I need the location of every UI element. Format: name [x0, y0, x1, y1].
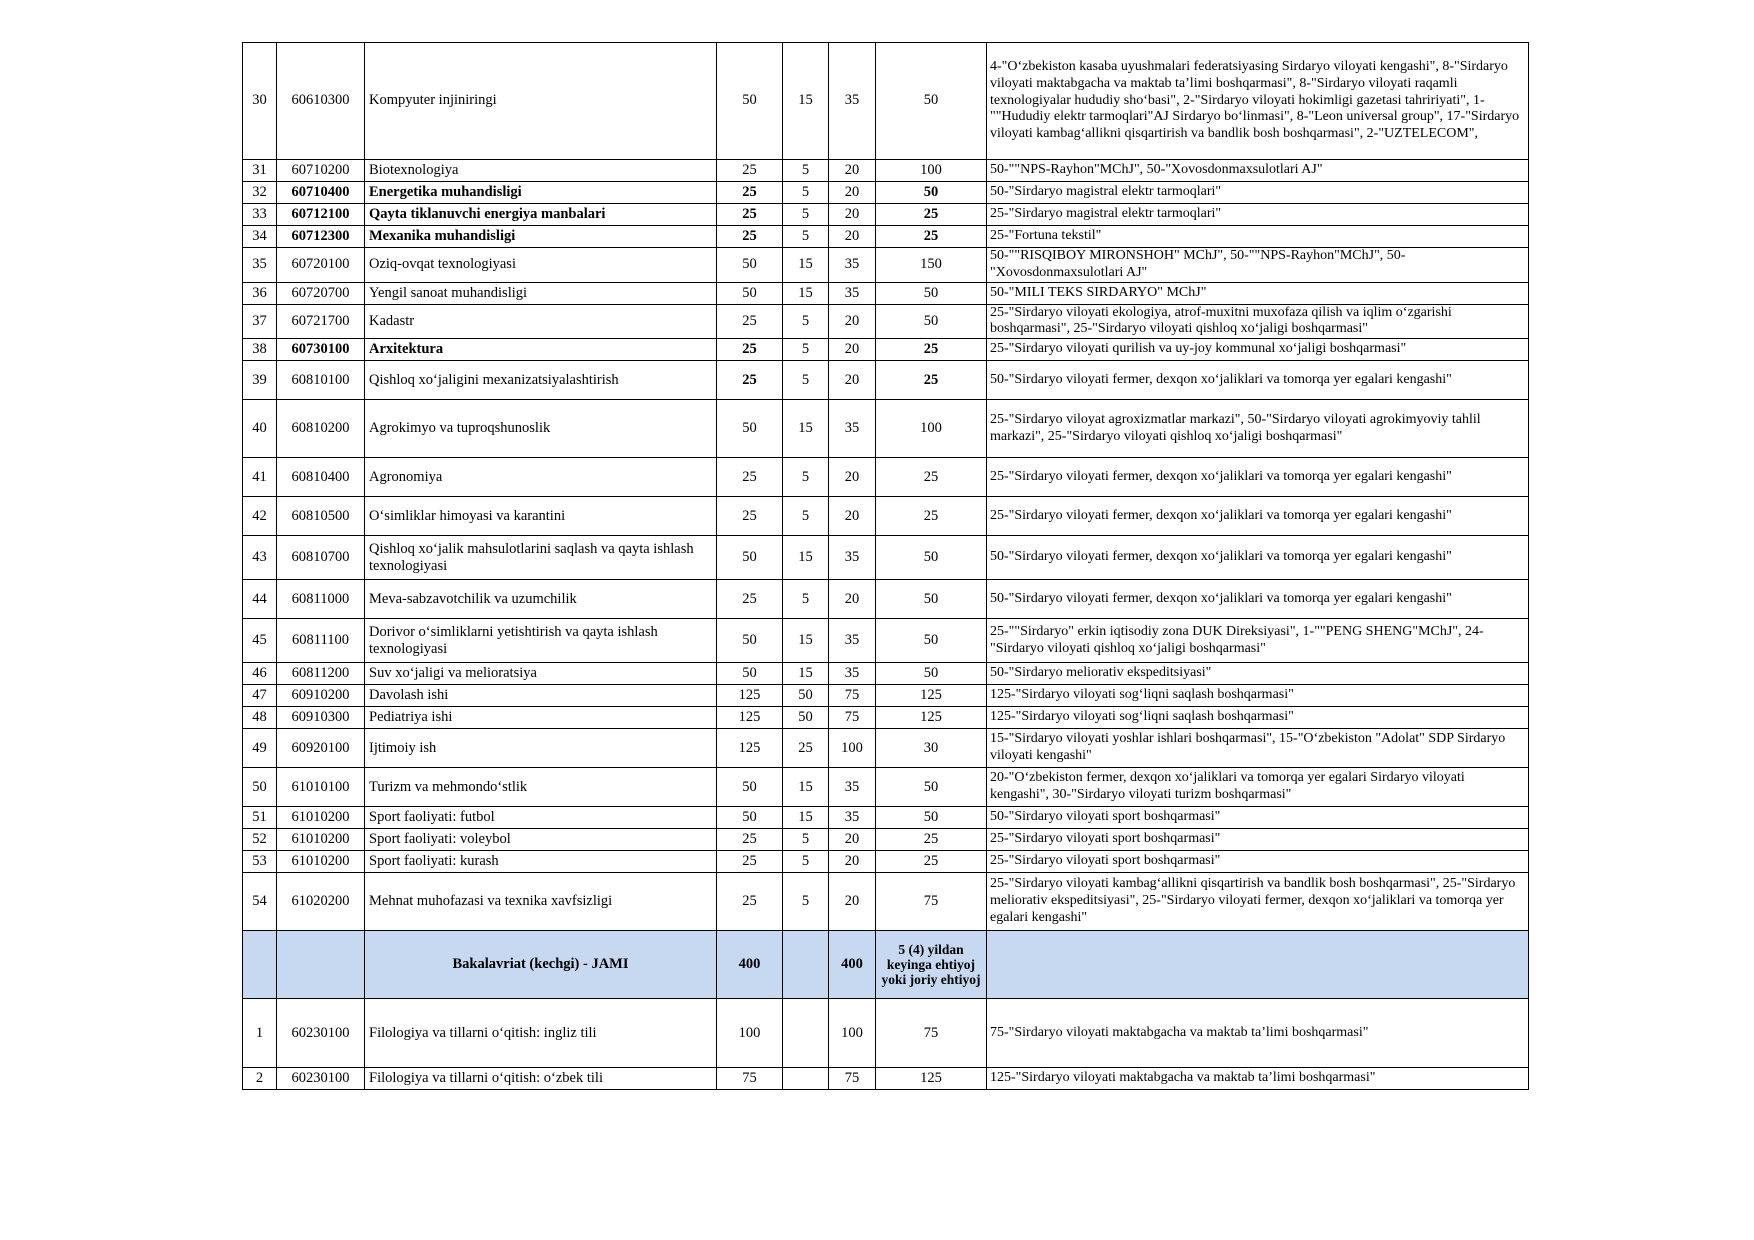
cell-total: 50	[717, 248, 783, 283]
cell-info: 25-"Sirdaryo viloyati fermer, dexqon xo‘jaliklari va tomorqa yer egalari kengashi"	[987, 497, 1529, 536]
cell-info: 50-"Sirdaryo meliorativ ekspeditsiyasi"	[987, 663, 1529, 685]
cell-code: 60811100	[277, 619, 365, 663]
cell-c2: 35	[829, 400, 876, 458]
cell-c1	[783, 931, 829, 999]
table-row	[243, 182, 1529, 204]
cell-c1: 15	[783, 619, 829, 663]
cell-code: 60810100	[277, 361, 365, 400]
cell-c1: 15	[783, 43, 829, 160]
cell-c2: 35	[829, 807, 876, 829]
cell-c2: 75	[829, 1068, 876, 1090]
table-row	[243, 43, 1529, 160]
cell-info: 50-"MILI TEKS SIRDARYO" MChJ"	[987, 282, 1529, 304]
cell-c2: 20	[829, 160, 876, 182]
cell-c2: 20	[829, 497, 876, 536]
table-row	[243, 807, 1529, 829]
cell-need: 100	[876, 400, 987, 458]
cell-no: 50	[243, 768, 277, 807]
cell-code: 60811000	[277, 580, 365, 619]
cell-no: 40	[243, 400, 277, 458]
table-row	[243, 282, 1529, 304]
cell-code: 60730100	[277, 339, 365, 361]
cell-info: 25-"Sirdaryo viloyati sport boshqarmasi"	[987, 851, 1529, 873]
table-row	[243, 497, 1529, 536]
cell-need: 75	[876, 999, 987, 1068]
cell-info: 50-"Sirdaryo viloyati sport boshqarmasi"	[987, 807, 1529, 829]
cell-code: 61010100	[277, 768, 365, 807]
cell-c1: 15	[783, 400, 829, 458]
cell-c2: 20	[829, 304, 876, 339]
cell-total: 25	[717, 204, 783, 226]
cell-total: 75	[717, 1068, 783, 1090]
cell-c2: 75	[829, 685, 876, 707]
cell-no: 31	[243, 160, 277, 182]
cell-c2: 35	[829, 43, 876, 160]
cell-need: 25	[876, 204, 987, 226]
cell-need: 25	[876, 829, 987, 851]
cell-info: 50-"Sirdaryo viloyati fermer, dexqon xo‘jaliklari va tomorqa yer egalari kengashi"	[987, 361, 1529, 400]
cell-c1: 5	[783, 458, 829, 497]
cell-no: 33	[243, 204, 277, 226]
cell-no: 45	[243, 619, 277, 663]
cell-name: Sport faoliyati: voleybol	[365, 829, 717, 851]
cell-c2: 35	[829, 768, 876, 807]
cell-need: 25	[876, 226, 987, 248]
cell-name: Qayta tiklanuvchi energiya manbalari	[365, 204, 717, 226]
cell-code: 60810400	[277, 458, 365, 497]
cell-name: Davolash ishi	[365, 685, 717, 707]
cell-c2: 20	[829, 361, 876, 400]
cell-no: 2	[243, 1068, 277, 1090]
cell-c2: 20	[829, 226, 876, 248]
cell-c1: 15	[783, 536, 829, 580]
cell-info: 50-""RISQIBOY MIRONSHOH" MChJ", 50-""NPS-Rayhon"MChJ", 50-"Xovosdonmaxsulotlari AJ"	[987, 248, 1529, 283]
cell-no: 49	[243, 729, 277, 768]
cell-c1	[783, 999, 829, 1068]
cell-no: 47	[243, 685, 277, 707]
cell-name: Pediatriya ishi	[365, 707, 717, 729]
cell-info: 25-"Sirdaryo viloyat agroxizmatlar markazi", 50-"Sirdaryo viloyati agrokimyoviy tahlil markazi", 25-"Sirdaryo viloyati qishloq xo‘jaligi boshqarmasi"	[987, 400, 1529, 458]
cell-c2: 20	[829, 829, 876, 851]
cell-total: 125	[717, 685, 783, 707]
cell-code: 60230100	[277, 999, 365, 1068]
cell-c2: 35	[829, 619, 876, 663]
cell-need: 25	[876, 339, 987, 361]
cell-total: 25	[717, 361, 783, 400]
cell-name: Biotexnologiya	[365, 160, 717, 182]
cell-name: Agrokimyo va tuproqshunoslik	[365, 400, 717, 458]
cell-info: 50-""NPS-Rayhon"MChJ", 50-"Xovosdonmaxsulotlari AJ"	[987, 160, 1529, 182]
cell-code: 60920100	[277, 729, 365, 768]
cell-no: 39	[243, 361, 277, 400]
cell-no: 30	[243, 43, 277, 160]
cell-need: 125	[876, 1068, 987, 1090]
cell-info	[987, 931, 1529, 999]
table-row	[243, 873, 1529, 931]
cell-need: 25	[876, 851, 987, 873]
cell-info: 125-"Sirdaryo viloyati sog‘liqni saqlash boshqarmasi"	[987, 685, 1529, 707]
table-row	[243, 729, 1529, 768]
cell-no: 1	[243, 999, 277, 1068]
cell-c1: 15	[783, 282, 829, 304]
cell-code: 60810200	[277, 400, 365, 458]
table-row	[243, 768, 1529, 807]
cell-code: 60230100	[277, 1068, 365, 1090]
cell-name: Kadastr	[365, 304, 717, 339]
cell-info: 15-"Sirdaryo viloyati yoshlar ishlari boshqarmasi", 15-"O‘zbekiston "Adolat" SDP Sirdaryo viloyati kengashi"	[987, 729, 1529, 768]
cell-c1: 15	[783, 807, 829, 829]
cell-c2: 400	[829, 931, 876, 999]
cell-c1: 50	[783, 685, 829, 707]
cell-total: 100	[717, 999, 783, 1068]
table-row	[243, 304, 1529, 339]
cell-c1: 5	[783, 829, 829, 851]
cell-code: 60712100	[277, 204, 365, 226]
cell-c2: 20	[829, 182, 876, 204]
cell-name: Yengil sanoat muhandisligi	[365, 282, 717, 304]
cell-name: Kompyuter injiniringi	[365, 43, 717, 160]
table-row	[243, 248, 1529, 283]
cell-c1: 15	[783, 768, 829, 807]
cell-name: Qishloq xo‘jalik mahsulotlarini saqlash va qayta ishlash texnologiyasi	[365, 536, 717, 580]
cell-name: Agronomiya	[365, 458, 717, 497]
cell-need: 125	[876, 707, 987, 729]
cell-no: 48	[243, 707, 277, 729]
cell-need: 50	[876, 663, 987, 685]
cell-c2: 20	[829, 580, 876, 619]
table-row	[243, 707, 1529, 729]
cell-info: 25-"Sirdaryo viloyati kambag‘allikni qisqartirish va bandlik bosh boshqarmasi", 25-"Sirdaryo meliorativ ekspeditsiyasi", 25-"Sirdaryo viloyati fermer, dexqon xo‘jaliklari va tomorqa yer egalari kengashi"	[987, 873, 1529, 931]
cell-total: 25	[717, 851, 783, 873]
cell-total: 50	[717, 43, 783, 160]
cell-total: 125	[717, 729, 783, 768]
cell-info: 50-"Sirdaryo viloyati fermer, dexqon xo‘jaliklari va tomorqa yer egalari kengashi"	[987, 536, 1529, 580]
cell-code: 61020200	[277, 873, 365, 931]
cell-total: 50	[717, 282, 783, 304]
cell-name: Arxitektura	[365, 339, 717, 361]
cell-info: 25-"Sirdaryo viloyati ekologiya, atrof-muxitni muxofaza qilish va iqlim o‘zgarishi boshqarmasi", 25-"Sirdaryo viloyati qishloq xo‘jaligi boshqarmasi"	[987, 304, 1529, 339]
cell-c2: 35	[829, 536, 876, 580]
cell-c2: 35	[829, 282, 876, 304]
table-row	[243, 829, 1529, 851]
cell-code: 61010200	[277, 829, 365, 851]
cell-c2: 35	[829, 663, 876, 685]
cell-code: 60810500	[277, 497, 365, 536]
cell-c2: 20	[829, 458, 876, 497]
cell-total: 50	[717, 768, 783, 807]
cell-c1: 15	[783, 663, 829, 685]
cell-info: 125-"Sirdaryo viloyati maktabgacha va maktab ta’limi boshqarmasi"	[987, 1068, 1529, 1090]
cell-info: 25-"Sirdaryo viloyati qurilish va uy-joy kommunal xo‘jaligi boshqarmasi"	[987, 339, 1529, 361]
cell-name: O‘simliklar himoyasi va karantini	[365, 497, 717, 536]
cell-total: 25	[717, 160, 783, 182]
cell-c1: 5	[783, 873, 829, 931]
cell-c1: 5	[783, 580, 829, 619]
cell-total: 25	[717, 182, 783, 204]
cell-need: 5 (4) yildan keyinga ehtiyoj yoki joriy ehtiyoj	[876, 931, 987, 999]
cell-code: 60811200	[277, 663, 365, 685]
cell-info: 75-"Sirdaryo viloyati maktabgacha va maktab ta’limi boshqarmasi"	[987, 999, 1529, 1068]
cell-no: 51	[243, 807, 277, 829]
cell-no: 38	[243, 339, 277, 361]
table-row	[243, 339, 1529, 361]
cell-name: Qishloq xo‘jaligini mexanizatsiyalashtirish	[365, 361, 717, 400]
cell-need: 50	[876, 768, 987, 807]
cell-need: 50	[876, 807, 987, 829]
cell-c2: 100	[829, 999, 876, 1068]
cell-c1: 5	[783, 497, 829, 536]
cell-need: 125	[876, 685, 987, 707]
cell-total: 50	[717, 536, 783, 580]
cell-total: 25	[717, 497, 783, 536]
cell-code: 61010200	[277, 807, 365, 829]
cell-name: Dorivor o‘simliklarni yetishtirish va qayta ishlash texnologiyasi	[365, 619, 717, 663]
cell-need: 50	[876, 536, 987, 580]
table-row	[243, 851, 1529, 873]
cell-no: 53	[243, 851, 277, 873]
cell-total: 25	[717, 829, 783, 851]
cell-name: Ijtimoiy ish	[365, 729, 717, 768]
cell-code: 60910300	[277, 707, 365, 729]
cell-need: 50	[876, 282, 987, 304]
cell-total: 25	[717, 304, 783, 339]
cell-no: 54	[243, 873, 277, 931]
table-row	[243, 361, 1529, 400]
cell-info: 25-""Sirdaryo" erkin iqtisodiy zona DUK Direksiyasi", 1-""PENG SHENG"MChJ", 24-"Sirdaryo viloyati qishloq xo‘jaligi boshqarmasi"	[987, 619, 1529, 663]
table-row	[243, 226, 1529, 248]
cell-no: 36	[243, 282, 277, 304]
cell-code: 60721700	[277, 304, 365, 339]
cell-c2: 35	[829, 248, 876, 283]
cell-name: Mexanika muhandisligi	[365, 226, 717, 248]
cell-total: 25	[717, 458, 783, 497]
cell-c1: 15	[783, 248, 829, 283]
cell-info: 25-"Fortuna tekstil"	[987, 226, 1529, 248]
table-row	[243, 400, 1529, 458]
cell-need: 25	[876, 361, 987, 400]
cell-no	[243, 931, 277, 999]
cell-c1: 5	[783, 361, 829, 400]
cell-info: 125-"Sirdaryo viloyati sog‘liqni saqlash boshqarmasi"	[987, 707, 1529, 729]
cell-need: 50	[876, 304, 987, 339]
table-row	[243, 1068, 1529, 1090]
cell-name: Bakalavriat (kechgi) - JAMI	[365, 931, 717, 999]
cell-c2: 100	[829, 729, 876, 768]
table-row	[243, 580, 1529, 619]
cell-code	[277, 931, 365, 999]
cell-code: 60910200	[277, 685, 365, 707]
cell-c2: 20	[829, 851, 876, 873]
cell-c1: 5	[783, 160, 829, 182]
cell-need: 25	[876, 497, 987, 536]
cell-no: 34	[243, 226, 277, 248]
cell-code: 60810700	[277, 536, 365, 580]
table-row	[243, 619, 1529, 663]
cell-c1: 25	[783, 729, 829, 768]
cell-c1: 5	[783, 339, 829, 361]
cell-code: 60710400	[277, 182, 365, 204]
cell-code: 60720100	[277, 248, 365, 283]
cell-total: 50	[717, 400, 783, 458]
table-row	[243, 663, 1529, 685]
cell-c1: 50	[783, 707, 829, 729]
cell-name: Turizm va mehmondo‘stlik	[365, 768, 717, 807]
cell-info: 50-"Sirdaryo viloyati fermer, dexqon xo‘jaliklari va tomorqa yer egalari kengashi"	[987, 580, 1529, 619]
cell-no: 37	[243, 304, 277, 339]
cell-info: 50-"Sirdaryo magistral elektr tarmoqlari"	[987, 182, 1529, 204]
cell-c2: 20	[829, 339, 876, 361]
cell-total: 25	[717, 580, 783, 619]
cell-code: 60610300	[277, 43, 365, 160]
cell-need: 150	[876, 248, 987, 283]
cell-info: 4-"O‘zbekiston kasaba uyushmalari federatsiyasing Sirdaryo viloyati kengashi", 8-"Sirdaryo viloyati maktabgacha va maktab ta’limi boshqarmasi", 8-"Sirdaryo viloyati raqamli texnologiyalar hududiy sho‘basi", 2-"Sirdaryo viloyati hokimligi gazetasi tahririyati", 1-""Hududiy elektr tarmoqlari"AJ Sirdaryo bo‘linmasi", 8-"Leon universal group", 17-"Sirdaryo viloyati kambag‘allikni qisqartirish va bandlik bosh boshqarmasi", 2-"UZTELECOM",	[987, 43, 1529, 160]
cell-name: Suv xo‘jaligi va melioratsiya	[365, 663, 717, 685]
table-row	[243, 204, 1529, 226]
cell-info: 20-"O‘zbekiston fermer, dexqon xo‘jaliklari va tomorqa yer egalari Sirdaryo viloyati kengashi", 30-"Sirdaryo viloyati turizm boshqarmasi"	[987, 768, 1529, 807]
cell-need: 50	[876, 182, 987, 204]
cell-total: 50	[717, 807, 783, 829]
cell-code: 60710200	[277, 160, 365, 182]
cell-no: 42	[243, 497, 277, 536]
cell-code: 60712300	[277, 226, 365, 248]
cell-name: Filologiya va tillarni o‘qitish: o‘zbek tili	[365, 1068, 717, 1090]
cell-c2: 75	[829, 707, 876, 729]
cell-total: 125	[717, 707, 783, 729]
table-row	[243, 999, 1529, 1068]
cell-no: 35	[243, 248, 277, 283]
cell-info: 25-"Sirdaryo viloyati fermer, dexqon xo‘jaliklari va tomorqa yer egalari kengashi"	[987, 458, 1529, 497]
cell-c1: 5	[783, 851, 829, 873]
cell-c2: 20	[829, 204, 876, 226]
cell-total: 50	[717, 663, 783, 685]
cell-c1	[783, 1068, 829, 1090]
cell-need: 50	[876, 619, 987, 663]
cell-name: Filologiya va tillarni o‘qitish: ingliz tili	[365, 999, 717, 1068]
cell-no: 43	[243, 536, 277, 580]
cell-info: 25-"Sirdaryo viloyati sport boshqarmasi"	[987, 829, 1529, 851]
table-row	[243, 458, 1529, 497]
specialties-table	[242, 42, 1529, 1090]
total-row	[243, 931, 1529, 999]
cell-total: 50	[717, 619, 783, 663]
cell-name: Sport faoliyati: futbol	[365, 807, 717, 829]
cell-no: 52	[243, 829, 277, 851]
cell-need: 50	[876, 580, 987, 619]
cell-need: 30	[876, 729, 987, 768]
cell-total: 25	[717, 339, 783, 361]
cell-name: Meva-sabzavotchilik va uzumchilik	[365, 580, 717, 619]
cell-c1: 5	[783, 204, 829, 226]
cell-no: 41	[243, 458, 277, 497]
cell-name: Oziq-ovqat texnologiyasi	[365, 248, 717, 283]
cell-need: 50	[876, 43, 987, 160]
table-row	[243, 536, 1529, 580]
cell-need: 25	[876, 458, 987, 497]
cell-code: 61010200	[277, 851, 365, 873]
cell-total: 25	[717, 873, 783, 931]
cell-need: 100	[876, 160, 987, 182]
cell-total: 25	[717, 226, 783, 248]
cell-no: 44	[243, 580, 277, 619]
cell-no: 46	[243, 663, 277, 685]
cell-name: Sport faoliyati: kurash	[365, 851, 717, 873]
cell-no: 32	[243, 182, 277, 204]
cell-total: 400	[717, 931, 783, 999]
cell-name: Energetika muhandisligi	[365, 182, 717, 204]
cell-name: Mehnat muhofazasi va texnika xavfsizligi	[365, 873, 717, 931]
cell-c2: 20	[829, 873, 876, 931]
cell-need: 75	[876, 873, 987, 931]
table-row	[243, 685, 1529, 707]
cell-c1: 5	[783, 182, 829, 204]
cell-info: 25-"Sirdaryo magistral elektr tarmoqlari"	[987, 204, 1529, 226]
cell-c1: 5	[783, 226, 829, 248]
table-row	[243, 160, 1529, 182]
cell-code: 60720700	[277, 282, 365, 304]
cell-c1: 5	[783, 304, 829, 339]
